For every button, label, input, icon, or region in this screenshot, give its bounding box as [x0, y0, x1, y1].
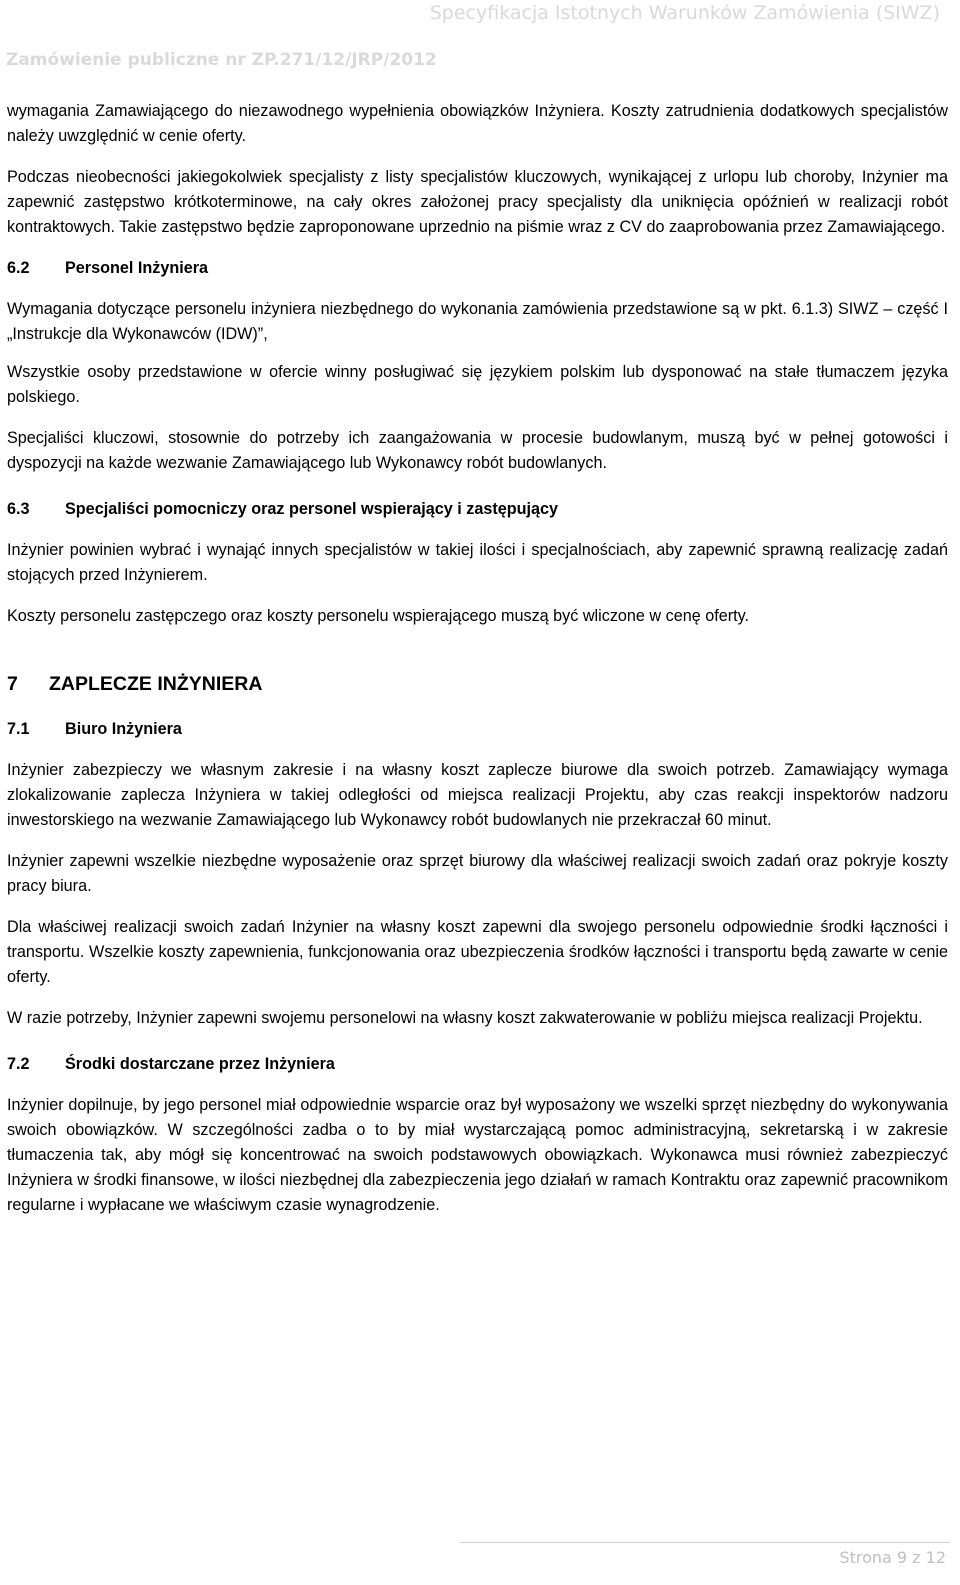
paragraph: Dla właściwej realizacji swoich zadań Inżynier na własny koszt zapewni dla swojego personelu odpowiednie środki łączności i transportu. Wszelkie koszty zapewnienia, funkcjonowania oraz ubezpieczenia środków łączności i transportu będą zawarte w cenie oferty.	[7, 918, 948, 986]
paragraph: Specjaliści kluczowi, stosownie do potrzeby ich zaangażowania w procesie budowlanym, muszą być w pełnej gotowości i dyspozycji na każde wezwanie Zamawiającego lub Wykonawcy robót budowlanych.	[7, 429, 948, 472]
section-number: 6.3	[7, 500, 30, 518]
paragraph: W razie potrzeby, Inżynier zapewni swojemu personelowi na własny koszt zakwaterowanie w pobliżu miejsca realizacji Projektu.	[7, 1009, 923, 1027]
paragraph: wymagania Zamawiającego do niezawodnego wypełnienia obowiązków Inżyniera. Koszty zatrudnienia dodatkowych specjalistów należy uwzględnić w cenie oferty.	[7, 102, 948, 145]
section-heading-7-2	[7, 1052, 948, 1077]
chapter-number: 7	[7, 673, 18, 695]
section-title: Specjaliści pomocniczy oraz personel wspierający i zastępujący	[65, 500, 559, 518]
chapter-heading-7	[7, 670, 948, 698]
paragraph: Inżynier zabezpieczy we własnym zakresie i na własny koszt zaplecze biurowe dla swoich potrzeb. Zamawiający wymaga zlokalizowanie zaplecza Inżyniera w takiej odległości od miejsca realizacji Projektu, aby czas reakcji inspektorów nadzoru inwestorskiego na wezwanie Zamawiającego lub Wykonawcy robót budowlanych nie przekraczał 60 minut.	[7, 761, 948, 829]
paragraph: Wymagania dotyczące personelu inżyniera niezbędnego do wykonania zamówienia przedstawione są w pkt. 6.1.3) SIWZ – część I „Instrukcje dla Wykonawców (IDW)”,	[7, 300, 948, 343]
section-number: 6.2	[7, 259, 30, 277]
section-title: Środki dostarczane przez Inżyniera	[65, 1055, 335, 1073]
page-number: Strona 9 z 12	[839, 1548, 946, 1567]
chapter-title: ZAPLECZE INŻYNIERA	[49, 673, 263, 695]
page-header	[0, 0, 960, 76]
section-number: 7.2	[7, 1055, 30, 1073]
document-body	[7, 99, 948, 1218]
section-heading-6-3	[7, 497, 948, 522]
document-title: Specyfikacja Istotnych Warunków Zamówienia (SIWZ)	[429, 2, 940, 24]
order-number: Zamówienie publiczne nr ZP.271/12/JRP/2012	[6, 50, 437, 70]
section-number: 7.1	[7, 720, 30, 738]
section-title: Biuro Inżyniera	[65, 720, 182, 738]
paragraph: Wszystkie osoby przedstawione w ofercie winny posługiwać się językiem polskim lub dysponować na stałe tłumaczem języka polskiego.	[7, 363, 948, 406]
section-heading-6-2	[7, 256, 948, 281]
footer-divider	[460, 1542, 950, 1543]
section-title: Personel Inżyniera	[65, 259, 209, 277]
paragraph: Podczas nieobecności jakiegokolwiek specjalisty z listy specjalistów kluczowych, wynikającej z urlopu lub choroby, Inżynier ma zapewnić zastępstwo krótkoterminowe, na cały okres założonej pracy specjalisty dla uniknięcia opóźnień w realizacji robót kontraktowych. Takie zastępstwo będzie zaproponowane uprzednio na piśmie wraz z CV do zaaprobowania przez Zamawiającego.	[7, 168, 948, 236]
section-heading-7-1	[7, 717, 948, 742]
paragraph: Inżynier dopilnuje, by jego personel miał odpowiednie wsparcie oraz był wyposażony we wszelki sprzęt niezbędny do wykonywania swoich obowiązków. W szczególności zadba o to by miał wystarczającą pomoc administracyjną, sekretarską i w zakresie tłumaczenia tak, aby mógł się koncentrować na swoich podstawowych obowiązkach. Wykonawca musi również zabezpieczyć Inżyniera w środki finansowe, w ilości niezbędnej dla zabezpieczenia jego działań w ramach Kontraktu oraz zapewnić pracownikom regularne i wypłacane we właściwym czasie wynagrodzenie.	[7, 1096, 948, 1214]
paragraph: Koszty personelu zastępczego oraz koszty personelu wspierającego muszą być wliczone w cenę oferty.	[7, 607, 749, 625]
paragraph: Inżynier zapewni wszelkie niezbędne wyposażenie oraz sprzęt biurowy dla właściwej realizacji swoich zadań oraz pokryje koszty pracy biura.	[7, 852, 948, 895]
paragraph: Inżynier powinien wybrać i wynająć innych specjalistów w takiej ilości i specjalnościach, aby zapewnić sprawną realizację zadań stojących przed Inżynierem.	[7, 541, 948, 584]
